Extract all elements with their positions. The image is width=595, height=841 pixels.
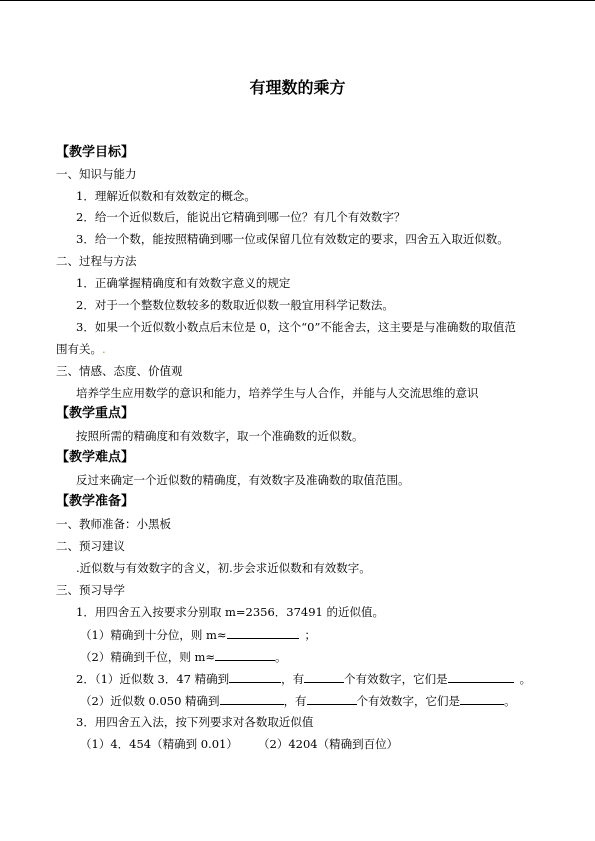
section-heading-key: 【教学重点】 — [56, 406, 135, 421]
question-2-a-mid1: ，有 — [281, 672, 305, 686]
question-2-b-end: 。 — [504, 694, 516, 708]
question-1-a — [80, 627, 316, 642]
page-title: 有理数的乘方 — [249, 78, 346, 97]
question-3-b: （2）4204（精确到百位） — [258, 737, 399, 751]
question-2-a-text: 2．（1）近似数 3．47 精确到 — [76, 672, 230, 686]
goals-item-1-3: 3．给一个数，能按照精确到哪一位或保留几位有效数定的要求，四舍五入取近似数。 — [76, 232, 509, 246]
question-1-a-end: ； — [304, 628, 317, 642]
goals-subheading-1: 一、知识与能力 — [56, 167, 137, 181]
prep-item-2: 二、预习建议 — [56, 539, 125, 553]
question-2-a-end: 。 — [519, 672, 532, 686]
question-2-a — [76, 671, 531, 686]
goals-item-1-2: 2．给一个近似数后，能说出它精确到哪一位？有几个有效数字？ — [76, 210, 406, 224]
goals-subheading-3: 三、情感、态度、价值观 — [56, 364, 183, 378]
prep-item-1: 一、教师准备：小黑板 — [56, 517, 171, 531]
section-heading-goals: 【教学目标】 — [56, 145, 135, 160]
question-2-b-mid1: ，有 — [283, 694, 307, 708]
question-2-b-text: （2）近似数 0.050 精确到 — [80, 694, 220, 708]
decorative-dot: . — [102, 342, 106, 356]
answer-blank-2a-precision[interactable] — [229, 671, 281, 683]
question-2-b — [80, 693, 516, 708]
answer-blank-1b[interactable] — [215, 649, 275, 661]
goals-item-2-3-text: 围有关。 — [56, 342, 102, 356]
goals-item-2-3-continued — [56, 342, 106, 356]
goals-item-2-2: 2．对于一个整数位数较多的数取近似数一般宜用科学记数法。 — [76, 298, 394, 312]
goals-item-2-1: 1．正确掌握精确度和有效数字意义的规定 — [76, 276, 291, 290]
question-1-b-text: （2）精确到千位，则 m≈ — [80, 650, 216, 664]
answer-blank-2a-count[interactable] — [304, 671, 344, 683]
question-1-b-end: 。 — [275, 650, 287, 664]
question-3: 3．用四舍五入法，按下列要求对各数取近似值 — [76, 715, 314, 729]
prep-item-3: 三、预习导学 — [56, 583, 125, 597]
answer-blank-1a[interactable] — [227, 627, 299, 639]
goals-item-3-1: 培养学生应用数学的意识和能力，培养学生与人合作，并能与人交流思维的意识 — [76, 386, 479, 400]
answer-blank-2b-digits[interactable] — [460, 693, 504, 705]
question-1-a-text: （1）精确到十分位，则 m≈ — [80, 628, 227, 642]
question-1: 1．用四舍五入按要求分别取 m=2356．37491 的近似值。 — [76, 605, 385, 619]
question-2-b-mid2: 个有效数字，它们是 — [356, 694, 461, 708]
prep-item-2-text: .近似数与有效数字的含义，初.步会求近似数和有效数字。 — [76, 561, 371, 575]
question-3-a: （1）4．454（精确到 0.01） — [80, 737, 238, 751]
key-text: 按照所需的精确度和有效数字，取一个准确数的近似数。 — [76, 429, 364, 443]
goals-item-1-1: 1．理解近似数和有效数定的概念。 — [76, 189, 256, 203]
answer-blank-2b-precision[interactable] — [220, 693, 284, 705]
goals-item-2-3: 3．如果一个近似数小数点后末位是 0，这个“0”不能舍去，这主要是与准确数的取值范 — [76, 320, 516, 334]
difficulty-text: 反过来确定一个近似数的精确度，有效数字及准确数的取值范围。 — [76, 473, 410, 487]
question-1-b — [80, 649, 287, 664]
question-2-a-mid2: 个有效数字，它们是 — [344, 672, 448, 686]
answer-blank-2b-count[interactable] — [307, 693, 357, 705]
section-heading-difficulty: 【教学难点】 — [56, 450, 135, 465]
answer-blank-2a-digits[interactable] — [448, 671, 514, 683]
section-heading-prep: 【教学准备】 — [56, 494, 135, 509]
goals-subheading-2: 二、过程与方法 — [56, 254, 137, 268]
header-rule — [0, 0, 595, 1]
